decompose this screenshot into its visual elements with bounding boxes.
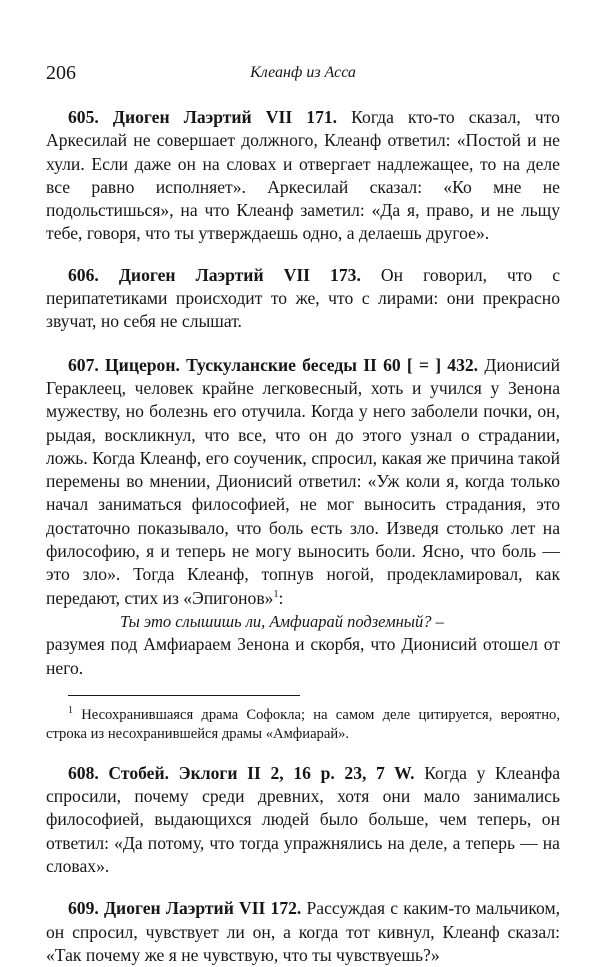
entry-607 bbox=[46, 354, 560, 610]
running-head bbox=[46, 62, 560, 90]
entry-text: Он говорил, что с перипатетиками происходит то же, что с лирами: они прекрасно звучат, но себя не слышат. bbox=[46, 264, 560, 332]
page-number: 206 bbox=[46, 62, 76, 84]
entry-605 bbox=[46, 106, 560, 246]
running-title: Клеанф из Асса bbox=[250, 64, 356, 81]
entry-607-continuation: разумея под Амфиараем Зенона и скорбя, что Дионисий отошел от него. bbox=[46, 634, 560, 678]
entry-text-end: : bbox=[278, 587, 284, 608]
entry-text: Когда у Клеанфа спросили, почему среди древних, хотя они мало занимались философией, выдающихся людей было больше, чем теперь, он ответил: «Да потому, что тогда упражнялись на деле, а теперь — на словах». bbox=[46, 762, 561, 877]
entry-608 bbox=[46, 762, 560, 878]
footnote-text: Несохранившаяся драма Софокла; на самом деле цитируется, вероятно, строка из несохранившейся драмы «Амфиарай». bbox=[46, 706, 560, 742]
footnote-rule bbox=[68, 695, 300, 696]
footnote-reference: 1 bbox=[273, 588, 279, 600]
entry-heading: 609. Диоген Лаэртий VII 172. bbox=[68, 898, 302, 919]
verse-quote: Ты это слышишь ли, Амфиарай подземный? – bbox=[120, 611, 444, 631]
footnote-marker: 1 bbox=[68, 704, 73, 716]
entry-text: Дионисий Гераклеец, человек крайне легковесный, хоть и учился у Зенона мужеству, но болезнь его отучила. Когда у него заболели почки, он, рыдая, воскликнул, что все, что он до этого узнал о страдании, ложь. Когда Клеанф, его соученик, спросил, какая же причина такой перемены во мнении, Дионисий ответил: «Уж коли я, когда только начал заниматься философией, не мог выносить страдания, это достаточно показывало, что боль есть зло. Изведя столько лет на философию, я и теперь не могу выносить боли. Ясно, что боль — это зло». Тогда Клеанф, топнув ногой, продекламировал, как передают, стих из «Эпигонов» bbox=[46, 354, 560, 608]
entry-heading: 605. Диоген Лаэртий VII 171. bbox=[68, 107, 338, 127]
entry-text: Когда кто-то сказал, что Аркесилай не совершает должного, Клеанф ответил: «Постой и не хули. Если даже он на словах и отвергает надлежащее, то на деле все равно исполняет». Аркесилай сказал: «Ко мне не подольстишься», на что Клеанф заметил: «Да я, право, и не льщу тебе, говоря, что ты утверждаешь одно, а делаешь другое». bbox=[46, 107, 560, 244]
footnote bbox=[46, 706, 560, 744]
entry-text: Рассуждая с каким-то мальчиком, он спросил, чувствует ли он, а когда тот кивнул, Клеанф сказал: «Так почему же я не чувствую, что ты чувствуешь?» bbox=[46, 898, 561, 965]
entry-609 bbox=[46, 897, 560, 967]
entry-606 bbox=[46, 264, 560, 334]
book-page bbox=[46, 62, 560, 967]
entry-heading: 608. Стобей. Эклоги II 2, 16 p. 23, 7 W. bbox=[68, 762, 415, 783]
entry-heading: 607. Цицерон. Тускуланские беседы II 60 [ = ] 432. bbox=[68, 354, 479, 375]
entry-heading: 606. Диоген Лаэртий VII 173. bbox=[68, 264, 361, 285]
